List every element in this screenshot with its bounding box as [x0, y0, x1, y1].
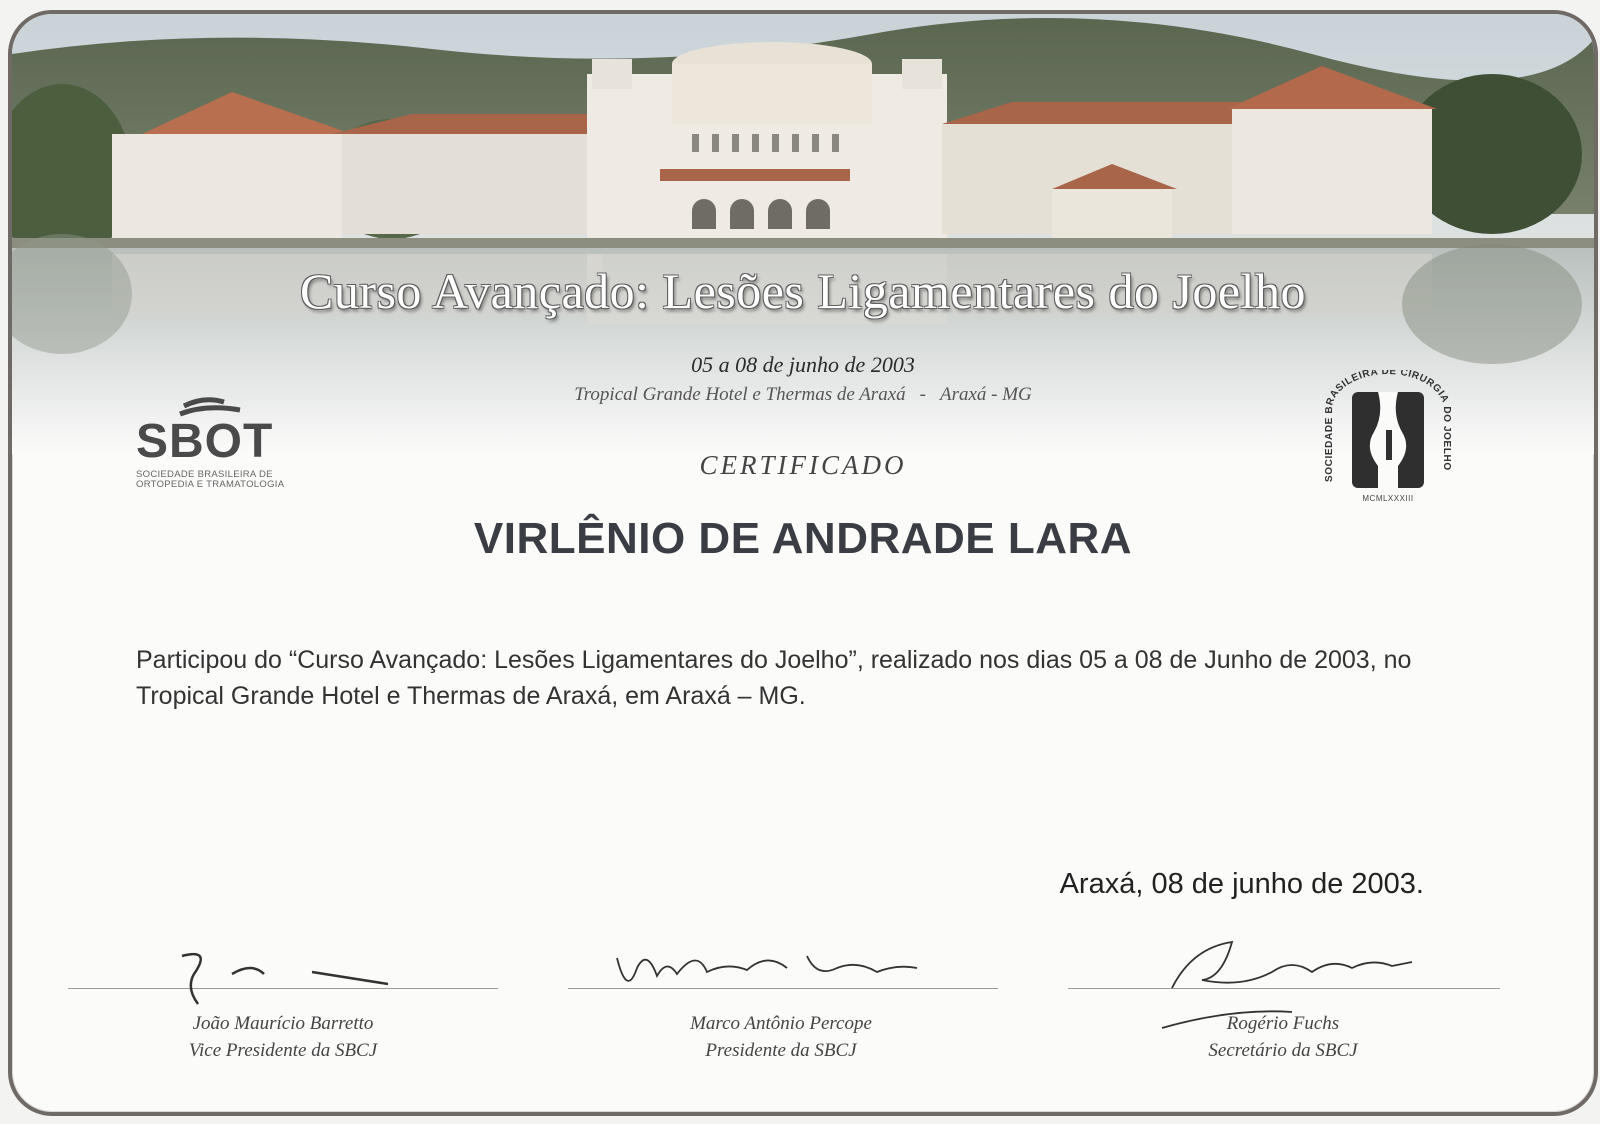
place-and-date: Araxá, 08 de junho de 2003. — [1059, 868, 1424, 900]
sbot-subtitle: SOCIEDADE BRASILEIRA DE ORTOPEDIA E TRAMATOLOGIA — [136, 469, 285, 490]
certificate-body: Participou do “Curso Avançado: Lesões Ligamentares do Joelho”, realizado nos dias 05 a 08 de Junho de 2003, no Tropical Grande Hotel e Thermas de Araxá, em Araxá – MG. — [136, 646, 1412, 710]
signer-role: Secretário da SBCJ — [1208, 1040, 1358, 1061]
signer-role: Presidente da SBCJ — [705, 1040, 857, 1061]
signer-secretary — [1118, 1010, 1448, 1064]
course-dates: 05 a 08 de junho de 2003 — [691, 352, 915, 377]
signer-name: Marco Antônio Percope — [690, 1013, 872, 1034]
signer-president — [616, 1010, 946, 1064]
certificate-label: CERTIFICADO — [699, 450, 907, 480]
sbcj-seal — [1318, 370, 1458, 510]
signer-role: Vice Presidente da SBCJ — [188, 1040, 378, 1061]
signature-mark-president — [607, 938, 937, 1008]
venue-city: Araxá - MG — [939, 384, 1032, 405]
venue-name: Tropical Grande Hotel e Thermas de Araxá — [574, 384, 906, 405]
certificate-card — [8, 10, 1598, 1116]
course-title: Curso Avançado: Lesões Ligamentares do Joelho — [299, 263, 1307, 319]
venue-separator: - — [919, 384, 926, 405]
sbot-name: SBOT — [136, 415, 274, 468]
signer-name: Rogério Fuchs — [1226, 1013, 1340, 1034]
signer-name: João Maurício Barretto — [192, 1013, 374, 1034]
seal-text: SOCIEDADE BRASILEIRA DE CIRURGIA DO JOELHO — [1323, 370, 1452, 482]
seal-year: MCMLXXXIII — [1362, 494, 1414, 503]
signature-mark-vice-president — [172, 944, 402, 1014]
recipient-name: VIRLÊNIO DE ANDRADE LARA — [473, 514, 1133, 563]
signer-vice-president — [118, 1010, 448, 1064]
